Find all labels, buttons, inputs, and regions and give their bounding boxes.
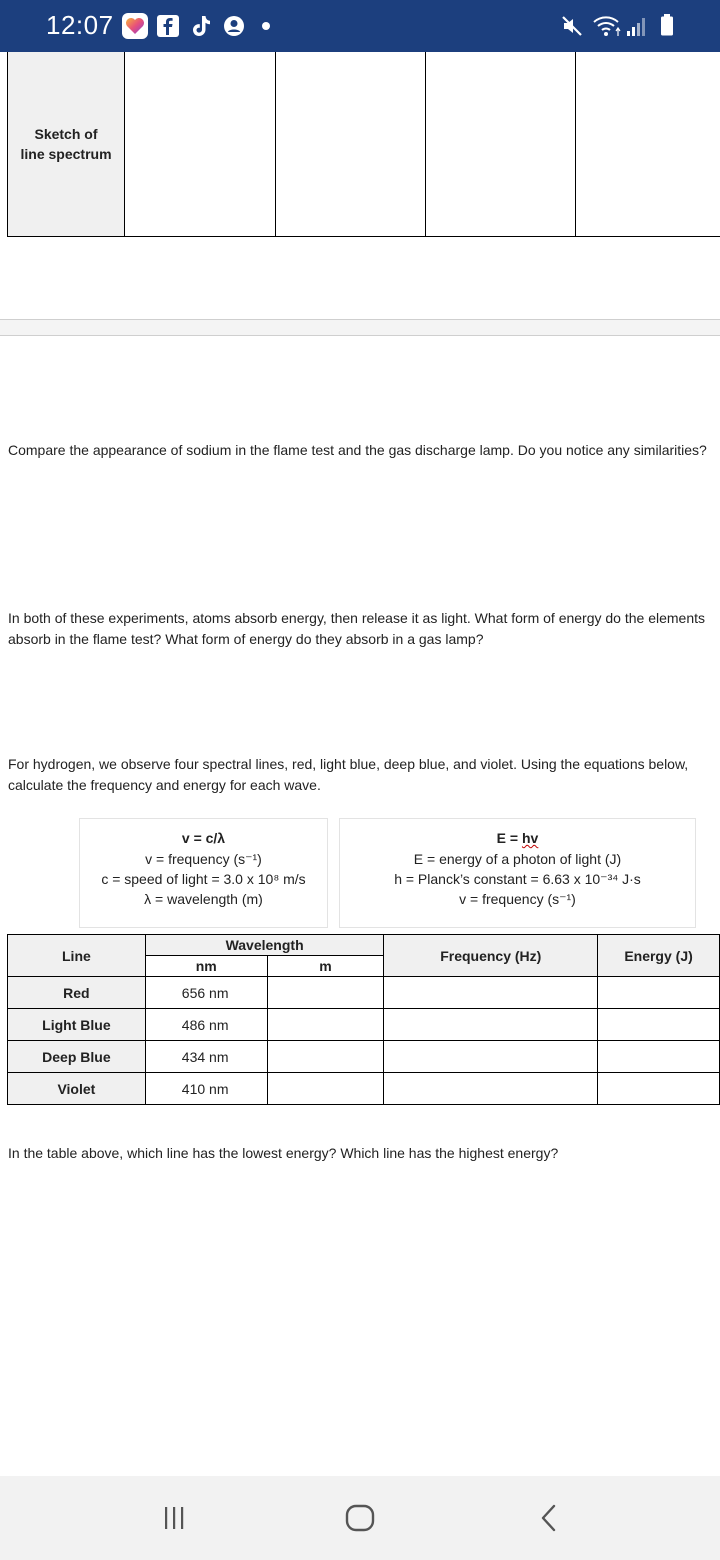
row-label: Light Blue xyxy=(8,1009,146,1041)
energy-cell[interactable] xyxy=(598,1009,720,1041)
table-divider xyxy=(425,52,426,236)
header-energy: Energy (J) xyxy=(598,935,720,977)
question-hydrogen-line2: calculate the frequency and energy for each wave. xyxy=(8,777,321,793)
header-nm: nm xyxy=(145,956,267,977)
tiktok-icon xyxy=(190,13,212,39)
back-icon xyxy=(537,1503,561,1533)
question-lowest-highest-energy: In the table above, which line has the lowest energy? Which line has the highest energy? xyxy=(8,1145,559,1161)
row-label: Red xyxy=(8,977,146,1009)
home-icon xyxy=(344,1503,376,1533)
frequency-definition: v = frequency (s⁻¹) xyxy=(459,891,576,907)
header-wavelength: Wavelength xyxy=(145,935,384,956)
energy-equation xyxy=(340,827,695,849)
sketch-line-spectrum-label xyxy=(8,52,125,236)
table-row xyxy=(8,1041,720,1073)
frequency-definition: v = frequency (s⁻¹) xyxy=(145,851,262,867)
facebook-icon xyxy=(157,15,179,37)
energy-cell[interactable] xyxy=(598,1073,720,1105)
question-sodium: Compare the appearance of sodium in the flame test and the gas discharge lamp. Do you notice any similarities? xyxy=(8,442,707,458)
question-energy-form: In both of these experiments, atoms absorb energy, then release it as light. What form of energy do the elements absorb in the flame test? What form of energy do they absorb in a gas lamp? xyxy=(8,610,706,647)
energy-equation-prefix: E = xyxy=(496,830,522,846)
home-button[interactable] xyxy=(338,1498,382,1538)
signal-icon xyxy=(626,13,648,39)
header-frequency: Frequency (Hz) xyxy=(384,935,598,977)
recents-button[interactable] xyxy=(152,1498,196,1538)
energy-equation-hv: hv xyxy=(521,830,539,846)
frequency-cell[interactable] xyxy=(384,1041,598,1073)
frequency-equation-box xyxy=(79,818,328,928)
table-row xyxy=(8,1009,720,1041)
wavelength-m-cell[interactable] xyxy=(267,1073,384,1105)
header-line: Line xyxy=(8,935,146,977)
table-divider xyxy=(575,52,576,236)
wifi-icon xyxy=(592,13,622,39)
mute-icon xyxy=(560,13,584,39)
frequency-equation: v = c/λ xyxy=(181,830,226,846)
page-break xyxy=(0,319,720,336)
wavelength-nm: 486 nm xyxy=(145,1009,267,1041)
table-row xyxy=(8,1073,720,1105)
heart-app-icon xyxy=(122,13,148,39)
recents-icon xyxy=(159,1505,189,1531)
row-label-line2: line spectrum xyxy=(20,146,112,162)
frequency-cell[interactable] xyxy=(384,1073,598,1105)
navigation-bar xyxy=(0,1476,720,1560)
row-label: Violet xyxy=(8,1073,146,1105)
wavelength-nm: 410 nm xyxy=(145,1073,267,1105)
table-divider xyxy=(275,52,276,236)
status-bar xyxy=(0,0,720,52)
back-button[interactable] xyxy=(527,1498,571,1538)
wavelength-nm: 434 nm xyxy=(145,1041,267,1073)
energy-cell[interactable] xyxy=(598,1041,720,1073)
header-m: m xyxy=(267,956,384,977)
row-label: Deep Blue xyxy=(8,1041,146,1073)
hydrogen-spectrum-table xyxy=(7,934,720,1105)
wavelength-definition: λ = wavelength (m) xyxy=(144,891,263,907)
speed-of-light-definition: c = speed of light = 3.0 x 10⁸ m/s xyxy=(101,871,306,887)
wavelength-m-cell[interactable] xyxy=(267,1041,384,1073)
account-icon xyxy=(223,13,245,39)
energy-definition: E = energy of a photon of light (J) xyxy=(413,851,622,867)
energy-equation-box xyxy=(339,818,696,928)
energy-cell[interactable] xyxy=(598,977,720,1009)
planck-constant-definition: h = Planck’s constant = 6.63 x 10⁻³⁴ J·s xyxy=(394,871,641,887)
row-label-line1: Sketch of xyxy=(34,126,98,142)
wavelength-nm: 656 nm xyxy=(145,977,267,1009)
frequency-cell[interactable] xyxy=(384,977,598,1009)
question-hydrogen-line1: For hydrogen, we observe four spectral lines, red, light blue, deep blue, and violet. Using the equations below, xyxy=(8,756,689,772)
status-time: 12:07 xyxy=(46,10,114,40)
wavelength-m-cell[interactable] xyxy=(267,1009,384,1041)
table-row xyxy=(8,977,720,1009)
battery-icon xyxy=(660,14,674,36)
notification-dot-icon xyxy=(262,22,270,30)
wavelength-m-cell[interactable] xyxy=(267,977,384,1009)
line-spectrum-table xyxy=(7,52,720,237)
frequency-cell[interactable] xyxy=(384,1009,598,1041)
